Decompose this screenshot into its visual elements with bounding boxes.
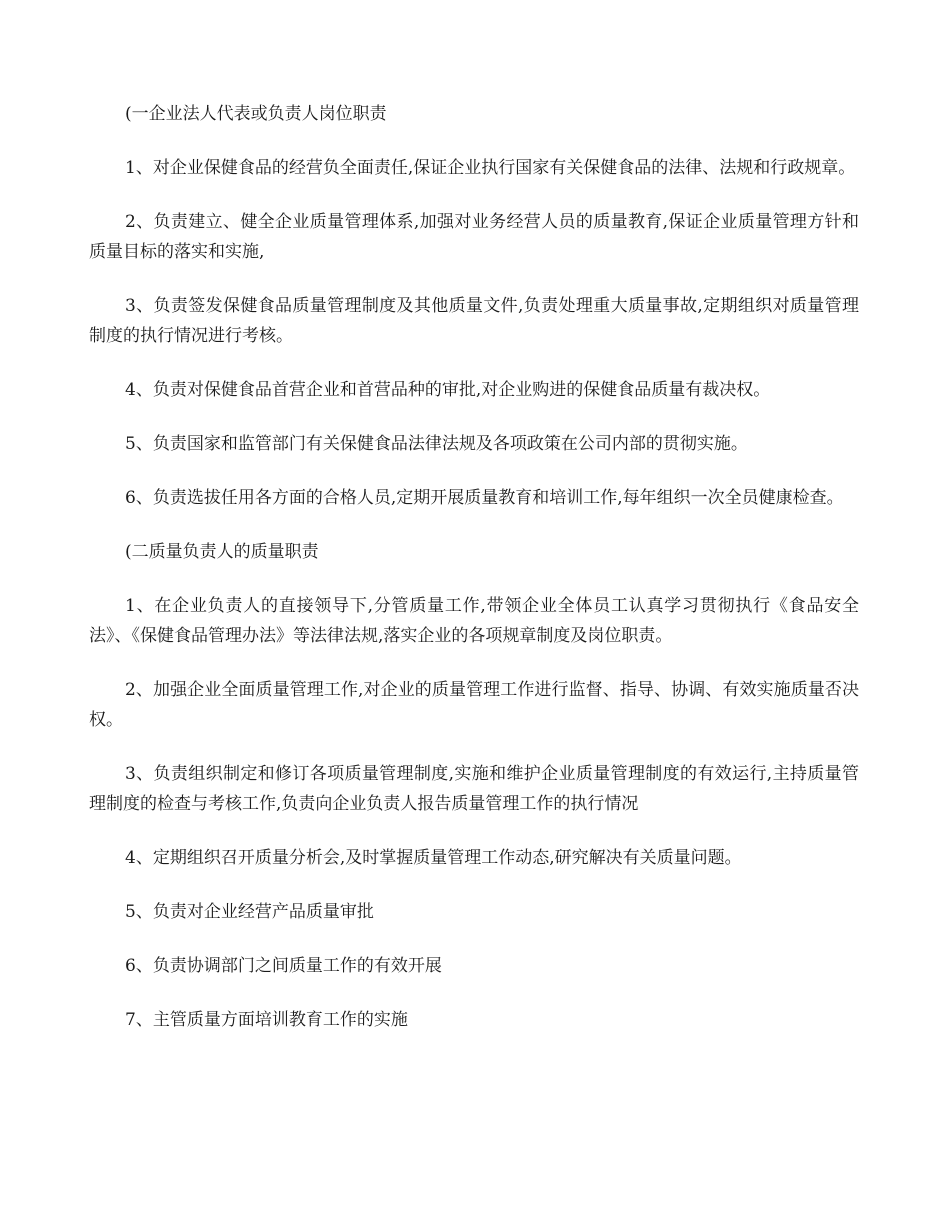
duty-item: 2、加强企业全面质量管理工作,对企业的质量管理工作进行监督、指导、协调、有效实施质量否决权。: [89, 680, 859, 730]
duty-item: 3、负责签发保健食品质量管理制度及其他质量文件,负责处理重大质量事故,定期组织对质量管理制度的执行情况进行考核。: [89, 296, 859, 346]
duty-item: 1、在企业负责人的直接领导下,分管质量工作,带领企业全体员工认真学习贯彻执行《食品安全法》、《保健食品管理办法》等法律法规,落实企业的各项规章制度及岗位职责。: [89, 596, 859, 646]
duty-item: 5、负责对企业经营产品质量审批: [125, 902, 374, 922]
document-body: [89, 99, 859, 1059]
duty-item: 4、定期组织召开质量分析会,及时掌握质量管理工作动态,研究解决有关质量问题。: [125, 848, 742, 868]
duty-item: 2、负责建立、健全企业质量管理体系,加强对业务经营人员的质量教育,保证企业质量管理方针和质量目标的落实和实施,: [89, 212, 859, 262]
section-heading-2: (二质量负责人的质量职责: [125, 542, 319, 562]
section-heading-1: (一企业法人代表或负责人岗位职责: [125, 104, 387, 124]
duty-item: 5、负责国家和监管部门有关保健食品法律法规及各项政策在公司内部的贯彻实施。: [125, 434, 748, 454]
duty-item: 6、负责选拔任用各方面的合格人员,定期开展质量教育和培训工作,每年组织一次全员健康检查。: [125, 488, 844, 508]
duty-item: 6、负责协调部门之间质量工作的有效开展: [125, 956, 442, 976]
duty-item: 1、对企业保健食品的经营负全面责任,保证企业执行国家有关保健食品的法律、法规和行政规章。: [125, 158, 856, 178]
duty-item: 3、负责组织制定和修订各项质量管理制度,实施和维护企业质量管理制度的有效运行,主持质量管理制度的检查与考核工作,负责向企业负责人报告质量管理工作的执行情况: [89, 764, 859, 814]
duty-item: 4、负责对保健食品首营企业和首营品种的审批,对企业购进的保健食品质量有裁决权。: [125, 380, 771, 400]
duty-item: 7、主管质量方面培训教育工作的实施: [125, 1010, 408, 1030]
